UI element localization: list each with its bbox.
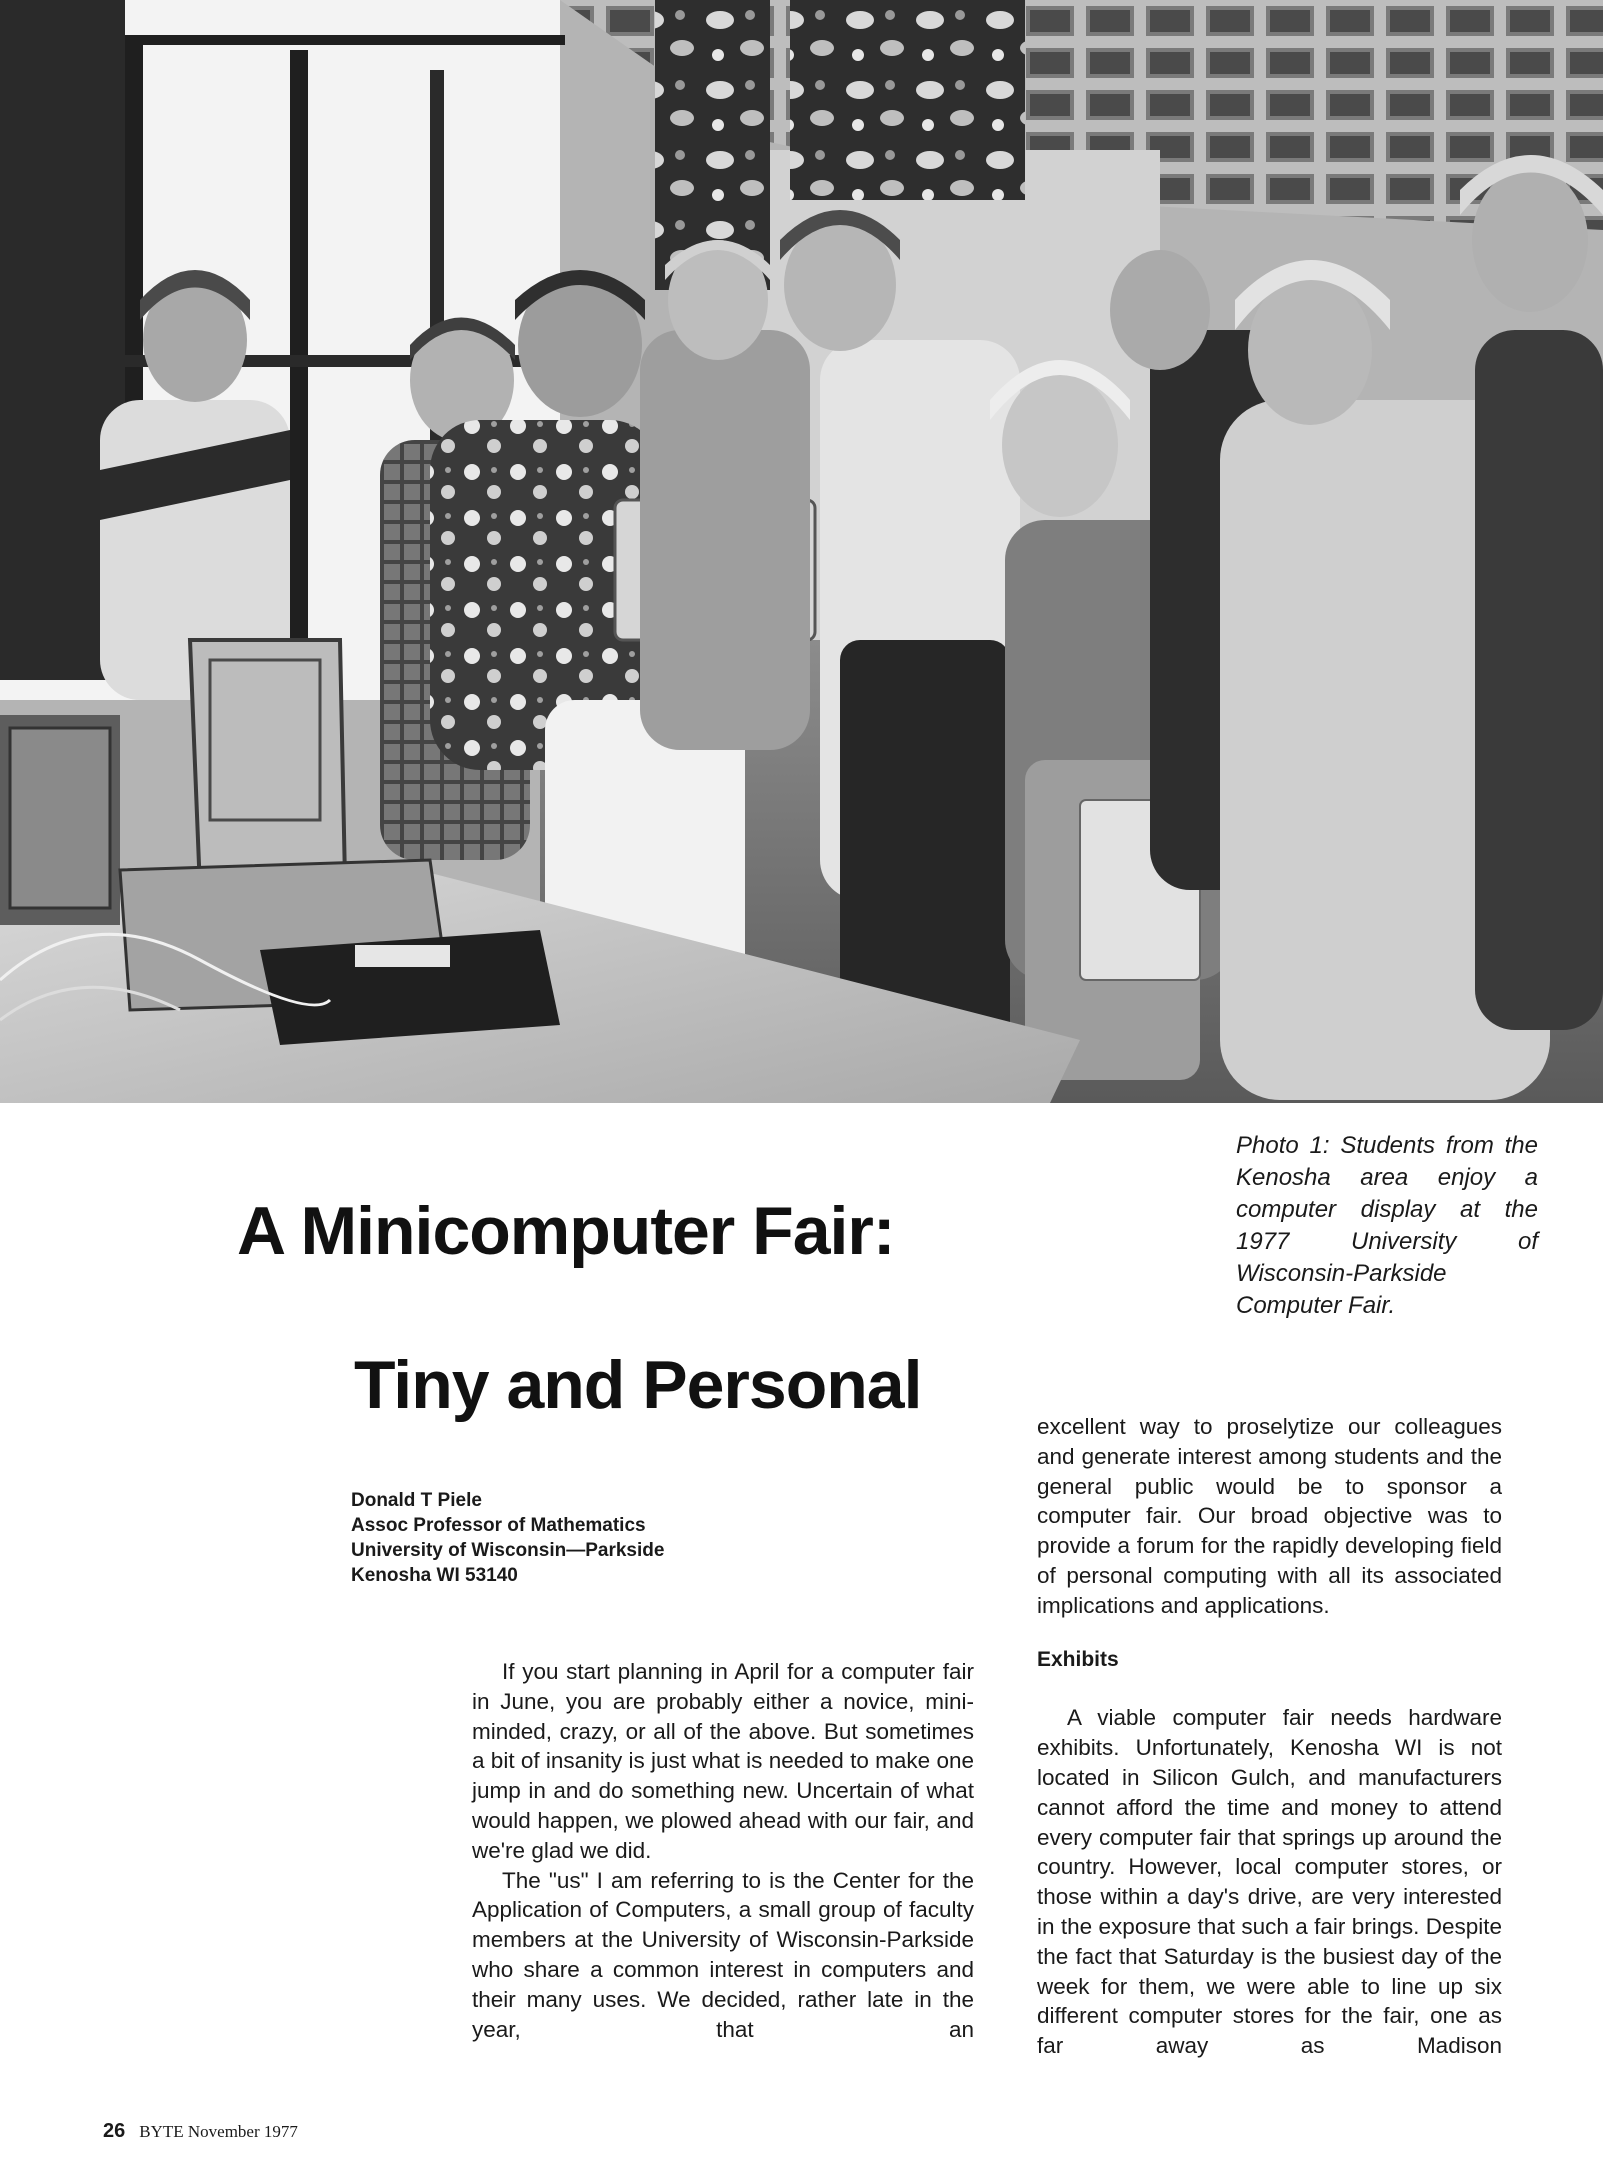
page-footer [103, 2120, 298, 2143]
article-title-line-1: A Minicomputer Fair: [237, 1193, 895, 1269]
author-name: Donald T Piele [351, 1490, 482, 1511]
author-block [351, 1488, 771, 1588]
body-paragraph-1: If you start planning in April for a computer fair in June, you are probably either a novice, mini-minded, crazy, or all of the above. But sometimes a bit of insanity is just what is needed to make one jump in and do something new. Uncertain of what would happen, we plowed ahead with our fair, and we're glad we did. [472, 1659, 974, 1863]
body-column-right [1037, 1412, 1502, 2061]
author-position: Assoc Professor of Mathematics [351, 1515, 646, 1536]
photo-caption: Photo 1: Students from the Kenosha area enjoy a computer display at the 1977 University of Wisconsin-Parkside Computer Fair. [1236, 1132, 1538, 1319]
author-institution: University of Wisconsin—Parkside [351, 1540, 665, 1561]
body-paragraph-2: The "us" I am referring to is the Center for the Application of Computers, a small group of faculty members at the University of Wisconsin-Parkside who share a common interest in computers and their many uses. We decided, rather late in the year, that an [472, 1867, 974, 2042]
magazine-issue: BYTE November 1977 [139, 2122, 298, 2141]
body-column-left [472, 1657, 974, 2044]
author-address: Kenosha WI 53140 [351, 1565, 518, 1586]
section-heading-exhibits: Exhibits [1037, 1647, 1119, 1671]
body-paragraph-4: A viable computer fair needs hardware exhibits. Unfortunately, Kenosha WI is not located in Silicon Gulch, and manufacturers cannot afford the time and money to attend every computer fair that springs up around the country. However, local computer stores, or those within a day's drive, are very interested in the exposure that such a fair brings. Despite the fact that Saturday is the busiest day of the week for them, we were able to line up six different computer stores for the fair, one as far away as Madison [1037, 1705, 1502, 2059]
article-title-line-2: Tiny and Personal [354, 1347, 922, 1423]
body-paragraph-3: excellent way to proselytize our colleagues and generate interest among students and the general public would be to sponsor a computer fair. Our broad objective was to provide a forum for the rapidly developing field of personal computing with all its associated implications and applications. [1037, 1414, 1502, 1618]
page-number: 26 [103, 2120, 126, 2142]
